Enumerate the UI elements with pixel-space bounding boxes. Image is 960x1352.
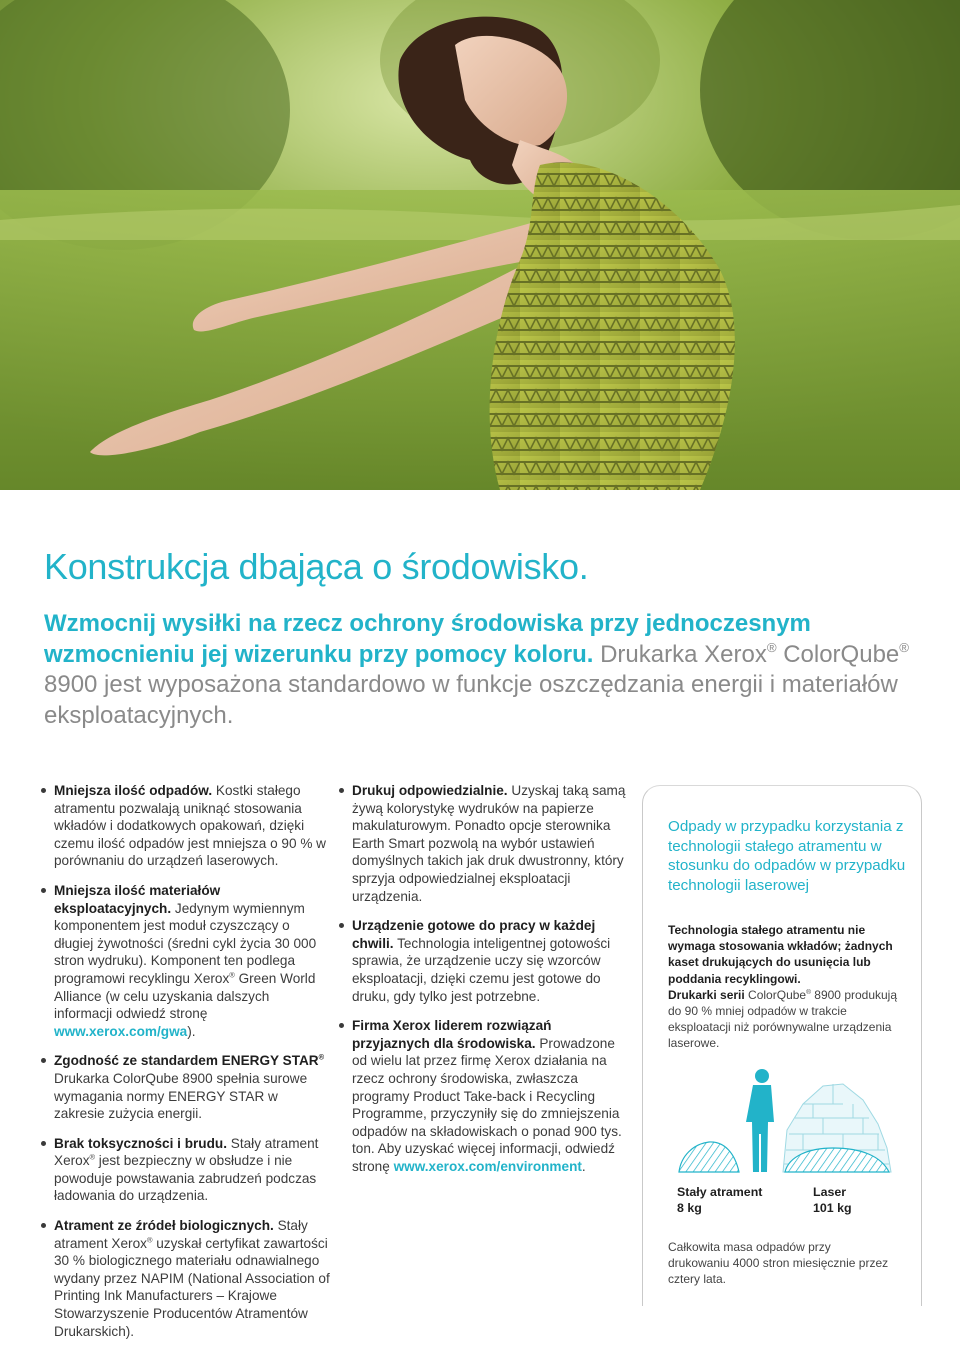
bullet-text: Drukarka ColorQube 8900 spełnia surowe wymagania normy ENERGY STAR w zakresie zużycia energii. bbox=[54, 1070, 308, 1122]
bullet-ready-to-work bbox=[338, 917, 628, 1005]
bullet-text: Technologia inteligentnej gotowości sprawia, że urządzenie uczy się wzorców eksploatacji, dzięki czemu jest gotowe do druku, gdy tylko jest potrzebne. bbox=[352, 935, 611, 1004]
bullet-less-waste bbox=[40, 782, 330, 870]
bullet-title: Urządzenie gotowe do pracy w każdej chwili. bbox=[352, 918, 596, 951]
solid-ink-weight: 8 kg bbox=[677, 1201, 702, 1215]
lead-text-b: ColorQube bbox=[776, 640, 900, 668]
bullet-text: uzyskał certyfikat zawartości 30 % biologicznego materiału odnawialnego wydany przez NAPIM (National Association of Printing Ink Manufacturers – Krajowe Stowarzyszenie Producentów Atramentów Drukarskich). bbox=[54, 1235, 330, 1339]
lead-paragraph bbox=[44, 609, 924, 731]
registered-mark: ® bbox=[146, 1235, 153, 1245]
left-column bbox=[40, 782, 330, 1352]
sidebar-text-a: ColorQube bbox=[744, 987, 807, 1002]
bullet-title: Brak toksyczności i brudu. bbox=[54, 1135, 227, 1151]
sidebar-heading: Odpady w przypadku korzystania z technologii stałego atramentu w stosunku do odpadów w przypadku technologii laserowej bbox=[668, 818, 906, 894]
solid-ink-label: Stały atrament 8 kg bbox=[677, 1185, 763, 1215]
bullet-text: jest bezpieczny w obsłudze i nie powoduje powstawania zabrudzeń podczas ładowania do urządzenia. bbox=[54, 1153, 317, 1204]
bullet-title: Drukuj odpowiedzialnie. bbox=[352, 783, 508, 798]
sidebar-body bbox=[668, 922, 908, 1052]
person-silhouette-icon bbox=[746, 1069, 774, 1172]
bullet-text: Jedynym wymiennym komponentem jest moduł czyszczący o długiej żywotności (średni cykl życia 30 000 stron wydruku). Komponent ten podlega programowi recyklingu Xerox bbox=[54, 900, 317, 986]
bullet-text: Kostki stałego atramentu pozwalają uniknąć stosowania wkładów i dodatkowych opakowań, dzięki czemu ilość odpadów jest mniejsza o 90 % w porównaniu do urządzeń laserowych. bbox=[54, 783, 327, 869]
sidebar-strong-b: Drukarki serii bbox=[668, 987, 745, 1002]
bullet-energy-star bbox=[40, 1052, 330, 1122]
gwa-link[interactable]: www.xerox.com/gwa bbox=[54, 1023, 188, 1039]
registered-mark: ® bbox=[318, 1052, 325, 1062]
bullet-print-responsibly bbox=[338, 782, 628, 905]
bullet-bio-ink bbox=[40, 1217, 330, 1340]
bullet-text: ). bbox=[187, 1023, 196, 1039]
bullet-title: Mniejsza ilość materiałów eksploatacyjnych. bbox=[54, 882, 221, 916]
bullet-text: . bbox=[581, 1158, 586, 1174]
registered-mark: ® bbox=[806, 988, 811, 996]
middle-column bbox=[338, 782, 628, 1187]
sidebar-strong-a: Technologia stałego atramentu nie wymaga stosowania wkładów; żadnych kaset drukujących do usunięcia lub poddania recyklingowi. bbox=[668, 923, 893, 986]
bullet-title: Atrament ze źródeł biologicznych. bbox=[54, 1218, 274, 1234]
bullet-text: Prowadzone od wielu lat przez firmę Xerox działania na rzecz ochrony środowiska, zwłaszcza programy Product Take-back i Recycling Programme, przyczyniły się do zmniejszenia odpadów na składowiskach o ponad 900 tys. ton. Aby uzyskać więcej informacji, odwiedź stronę bbox=[352, 1035, 622, 1174]
sidebar-footnote: Całkowita masa odpadów przy drukowaniu 4000 stron miesięcznie przez cztery lata. bbox=[668, 1240, 889, 1286]
lead-text-a: Drukarka Xerox bbox=[593, 640, 767, 668]
bullet-xerox-leader bbox=[338, 1017, 628, 1175]
waste-comparison-sidebar bbox=[642, 785, 922, 1306]
registered-mark: ® bbox=[899, 639, 909, 655]
page-title: Konstrukcja dbająca o środowisko. bbox=[44, 546, 589, 587]
bullet-text: Stały atrament Xerox bbox=[54, 1135, 319, 1169]
lead-text-c: 8900 jest wyposażona standardowo w funkcje oszczędzania energii i materiałów eksploatacyjnych. bbox=[44, 671, 898, 729]
bullet-text: Uzyskaj taką samą żywą kolorystykę wydruków na papierze makulaturowym. Ponadto opcje sterownika Earth Smart pozwolą na wybór ustawień domyślnych takich jak druk dwustronny, który sprzyja odpowiedzialnej eksploatacji urządzenia. bbox=[352, 783, 626, 904]
hero-illustration bbox=[0, 0, 960, 490]
waste-comparison-illustration bbox=[673, 1064, 898, 1174]
bullet-title: Zgodność ze standardem ENERGY STAR® bbox=[54, 1052, 325, 1069]
bullet-title: Firma Xerox liderem rozwiązań przyjaznych dla środowiska. bbox=[352, 1018, 552, 1051]
registered-mark: ® bbox=[89, 1152, 96, 1162]
registered-mark: ® bbox=[766, 639, 777, 655]
bullet-title: Mniejsza ilość odpadów. bbox=[54, 783, 213, 798]
bullet-non-toxic bbox=[40, 1135, 330, 1205]
registered-mark: ® bbox=[229, 970, 235, 980]
laser-weight: 101 kg bbox=[813, 1201, 852, 1215]
lead-strong-text: Wzmocnij wysiłki na rzecz ochrony środowiska przy jednoczesnym wzmocnieniu jej wizerunku przy pomocy koloru. bbox=[44, 610, 811, 668]
solid-ink-waste-pile bbox=[679, 1142, 739, 1172]
laser-waste-pile bbox=[783, 1084, 891, 1172]
bullet-text: Stały atrament Xerox bbox=[54, 1218, 308, 1251]
bullet-text: Green World Alliance (w celu uzyskania dalszych informacji odwiedź stronę bbox=[54, 970, 316, 1022]
bullet-less-consumables bbox=[40, 882, 330, 1040]
hero-photo bbox=[0, 0, 960, 490]
sidebar-text-b: 8900 produkują do 90 % mniej odpadów w trakcie eksploatacji niż porównywalne urządzenia laserowe. bbox=[668, 987, 898, 1051]
environment-link[interactable]: www.xerox.com/environment bbox=[393, 1158, 582, 1174]
laser-label: Laser 101 kg bbox=[813, 1185, 852, 1215]
